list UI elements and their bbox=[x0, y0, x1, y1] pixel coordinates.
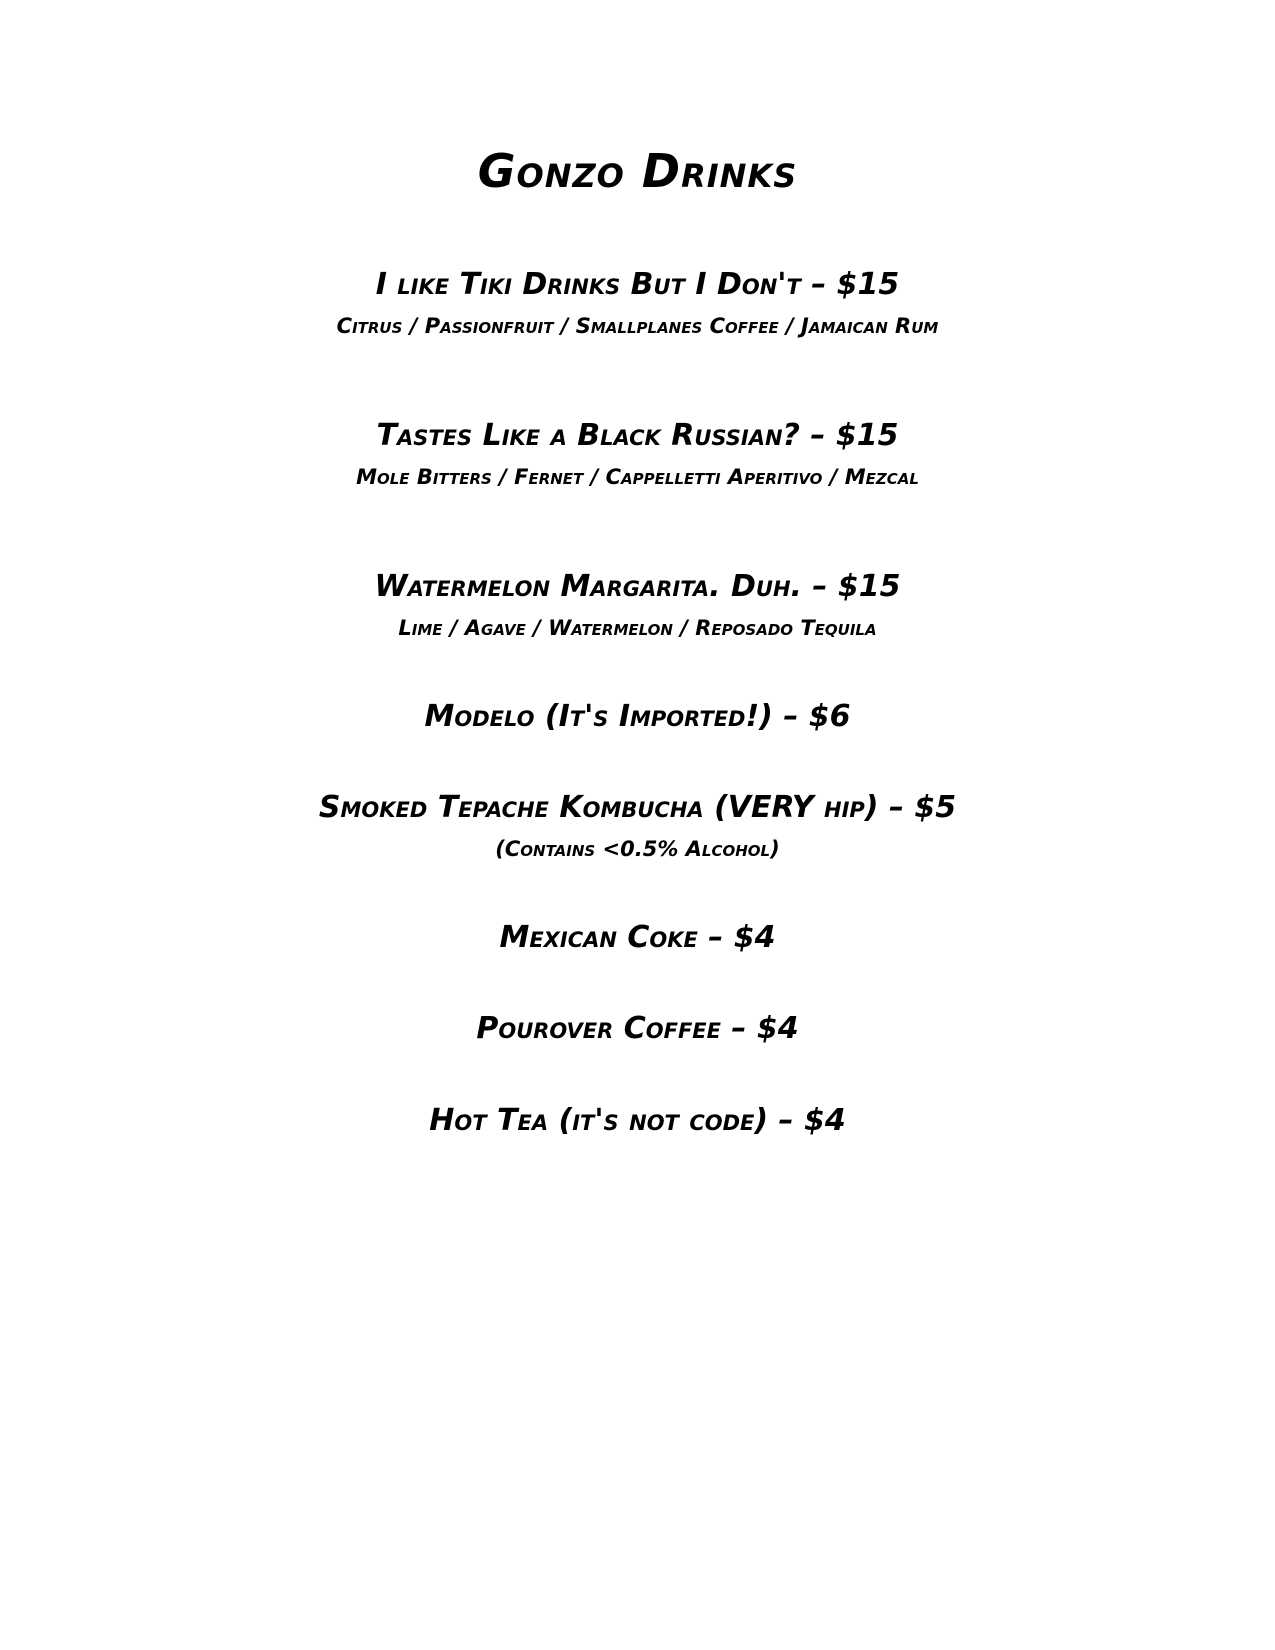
menu-item-description: Lime / Agave / Watermelon / Reposado Tequila bbox=[398, 616, 877, 640]
menu-item bbox=[0, 790, 1275, 861]
menu-item-name: Mexican Coke – $4 bbox=[499, 920, 776, 955]
menu-title: Gonzo Drinks bbox=[477, 144, 798, 198]
menu-item-description: (Contains <0.5% Alcohol) bbox=[495, 837, 780, 861]
menu-item-name: Smoked Tepache Kombucha (VERY hip) – $5 bbox=[318, 790, 957, 825]
menu-item-name: Tastes Like a Black Russian? – $15 bbox=[376, 418, 899, 453]
menu-item bbox=[0, 569, 1275, 640]
menu-item bbox=[0, 418, 1275, 489]
menu-item bbox=[0, 1103, 1275, 1138]
menu-item-name: I like Tiki Drinks But I Don't – $15 bbox=[375, 267, 900, 302]
menu-item-description: Citrus / Passionfruit / Smallplanes Coffee / Jamaican Rum bbox=[336, 314, 939, 338]
menu-item-name: Modelo (It's Imported!) – $6 bbox=[424, 699, 851, 734]
menu-item-description: Mole Bitters / Fernet / Cappelletti Aperitivo / Mezcal bbox=[356, 465, 919, 489]
menu-item-name: Watermelon Margarita. Duh. – $15 bbox=[374, 569, 901, 604]
menu-item bbox=[0, 1011, 1275, 1046]
menu-item bbox=[0, 699, 1275, 734]
menu-item bbox=[0, 267, 1275, 338]
menu-item-name: Pourover Coffee – $4 bbox=[476, 1011, 799, 1046]
menu-item bbox=[0, 920, 1275, 955]
menu-item-name: Hot Tea (it's not code) – $4 bbox=[429, 1103, 846, 1138]
